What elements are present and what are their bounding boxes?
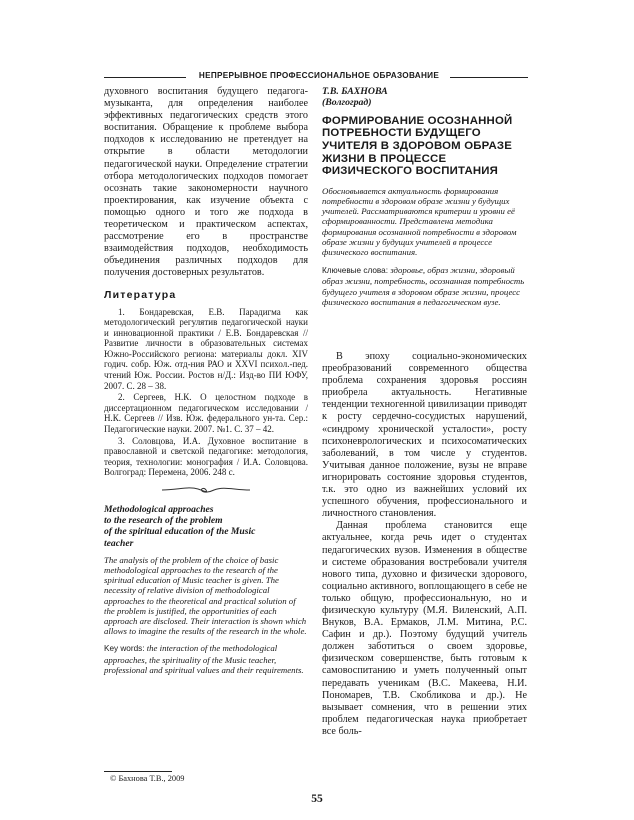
reference-2: 2. Сергеев, Н.К. О целостном подходе в диссертационном педагогическом исследовании / Н.К. Сергеев // Изв. Юж. федерального ун-та. Сер.: Педагогические науки. 2007. №1. С. 37 – 42. <box>104 392 308 435</box>
english-title-line: of the spiritual education of the Music <box>104 526 256 538</box>
english-keywords-label: Key words: <box>104 644 145 654</box>
russian-keywords-label: Ключевые слова: <box>322 266 388 276</box>
title-line: УЧИТЕЛЯ В ЗДОРОВОМ ОБРАЗЕ <box>322 140 513 152</box>
page-number: 55 <box>311 793 323 805</box>
russian-abstract: Обосновывается актуальность формирования потребности в здоровом образе жизни у будущих учителей. Рассматриваются критерии и уровни её сформированности. Представлена методика формирования осознанной потребности в здоровом образе жизни у будущих учителей в процессе физического воспитания. <box>322 185 517 257</box>
english-title-line: Methodological approaches <box>104 504 214 515</box>
english-article-title <box>104 504 308 549</box>
english-title-line: teacher <box>104 537 134 549</box>
article-title <box>322 115 527 178</box>
title-line: ЖИЗНИ В ПРОЦЕССЕ <box>322 152 447 165</box>
spacer <box>322 307 527 351</box>
copyright-note: © Бахнова Т.В., 2009 <box>110 774 185 783</box>
reference-3: 3. Соловцова, И.А. Духовное воспитание в православной и светской педагогике: методология, теория, технологии: монография / И.А. Соловцова. Волгоград: Перемена, 2006. 248 с. <box>104 435 308 478</box>
article-author: Т.В. БАХНОВА <box>322 86 388 97</box>
title-line: ФИЗИЧЕСКОГО ВОСПИТАНИЯ <box>322 165 499 178</box>
author-city: (Волгоград) <box>322 97 372 109</box>
continued-paragraph: духовного воспитания будущего педагога-музыканта, для определения наиболее эффективных педагогических средств этого воспитания. Обращение к проблеме выбора подходов к исследованию не претендует на открытие в области методологии педагогической науки. Определение стратегии отбора методологических подходов помогает осознать такие закономерности научного проектирования, как изучение объекта с помощью одного и того же подхода в теоретическом и практическом аспектах, рассмотрение его в пространстве взаимодействия подходов, необходимость объединения различных подходов для получения достоверных результатов. <box>104 86 308 279</box>
flourish-ornament <box>160 484 252 496</box>
russian-keywords-text: здоровье, образ жизни, здоровый образ жизни, потребность, осознанная потребность будущего учителя в здоровом образе жизни, процесс физического воспитания в педагогическом вузе. <box>322 265 525 307</box>
running-header <box>104 71 528 83</box>
body-paragraph-1: В эпоху социально-экономических преобразований современного общества проблема сохранения здоровья россиян приобрела актуальность. Негативные тенденции техногенной цивилизации приводят к росту сердечно-сосудистых нарушений, «синдрому хронической усталости», росту психоневрологических и психосоматических заболеваний, в том числе у студентов. Учитывая данное положение, вузы не вправе игнорировать состояние здоровья студентов, т.к. это одно из важнейших условий их успешного обучения, профессионального и личностного становления. <box>322 351 527 520</box>
title-line: ПОТРЕБНОСТИ БУДУЩЕГО <box>322 127 481 140</box>
references-heading: Литература <box>104 288 177 301</box>
english-keywords-text: the interaction of the methodological approaches, the spirituality of the Music teacher, professional and spiritual values and their requirements. <box>104 643 304 675</box>
footnote-rule <box>104 771 172 772</box>
russian-keywords <box>322 265 527 307</box>
header-rule-right <box>450 77 528 78</box>
left-column <box>104 86 308 675</box>
journal-title: НЕПРЕРЫВНОЕ ПРОФЕССИОНАЛЬНОЕ ОБРАЗОВАНИЕ <box>198 71 440 80</box>
title-line: ФОРМИРОВАНИЕ ОСОЗНАННОЙ <box>322 114 513 127</box>
reference-1: 1. Бондаревская, Е.В. Парадигма как методологический регулятив педагогической науки и инновационной практики / Е.В. Бондаревская // Развитие личности в образовательных системах Южно-Российского региона: материалы докл. XIV годич. собр. Юж. отд-ния РАО и XXVI психол.-пед. чтений Юж. России. Ростов н/Д.: Изд-во ПИ ЮФУ, 2007. С. 28 – 38. <box>104 306 308 391</box>
english-keywords <box>104 643 308 675</box>
english-title-line: to the research of the problem <box>104 515 223 527</box>
body-paragraph-2: Данная проблема становится еще актуальнее, когда речь идет о студентах педагогических вузов. Изменения в обществе и системе образования востребовали учителя нового типа, духовно и физически здорового, социально активного, воплощающего в себе не только общую, профессиональную, но и физическую культуру (М.Я. Виленский, А.П. Внуков, В.А. Ермаков, Л.М. Митина, Р.С. Сафин и др.). Поэтому будущий учитель должен заботиться о своем здоровье, физическом совершенстве, быть готовым к самовоспитанию и уметь полученный опыт передавать ученикам (В.С. Макеева, Н.И. Пономарев, Т.В. Скобликова и др.). Не вызывает сомнения, что в решении этих проблем педагогическая наука приобретает все боль- <box>322 520 527 737</box>
english-abstract: The analysis of the problem of the choice of basic methodological approaches to the research of the spiritual education of Music teacher is given. The necessity of relative division of methodological approaches to the theoretical and practical solution of the problem is justified, the opportunities of each approach are disclosed. Their interaction is shown which allows to imagine the results of the research in the whole. <box>104 554 307 637</box>
right-column <box>322 86 527 738</box>
header-rule-left <box>104 77 186 78</box>
